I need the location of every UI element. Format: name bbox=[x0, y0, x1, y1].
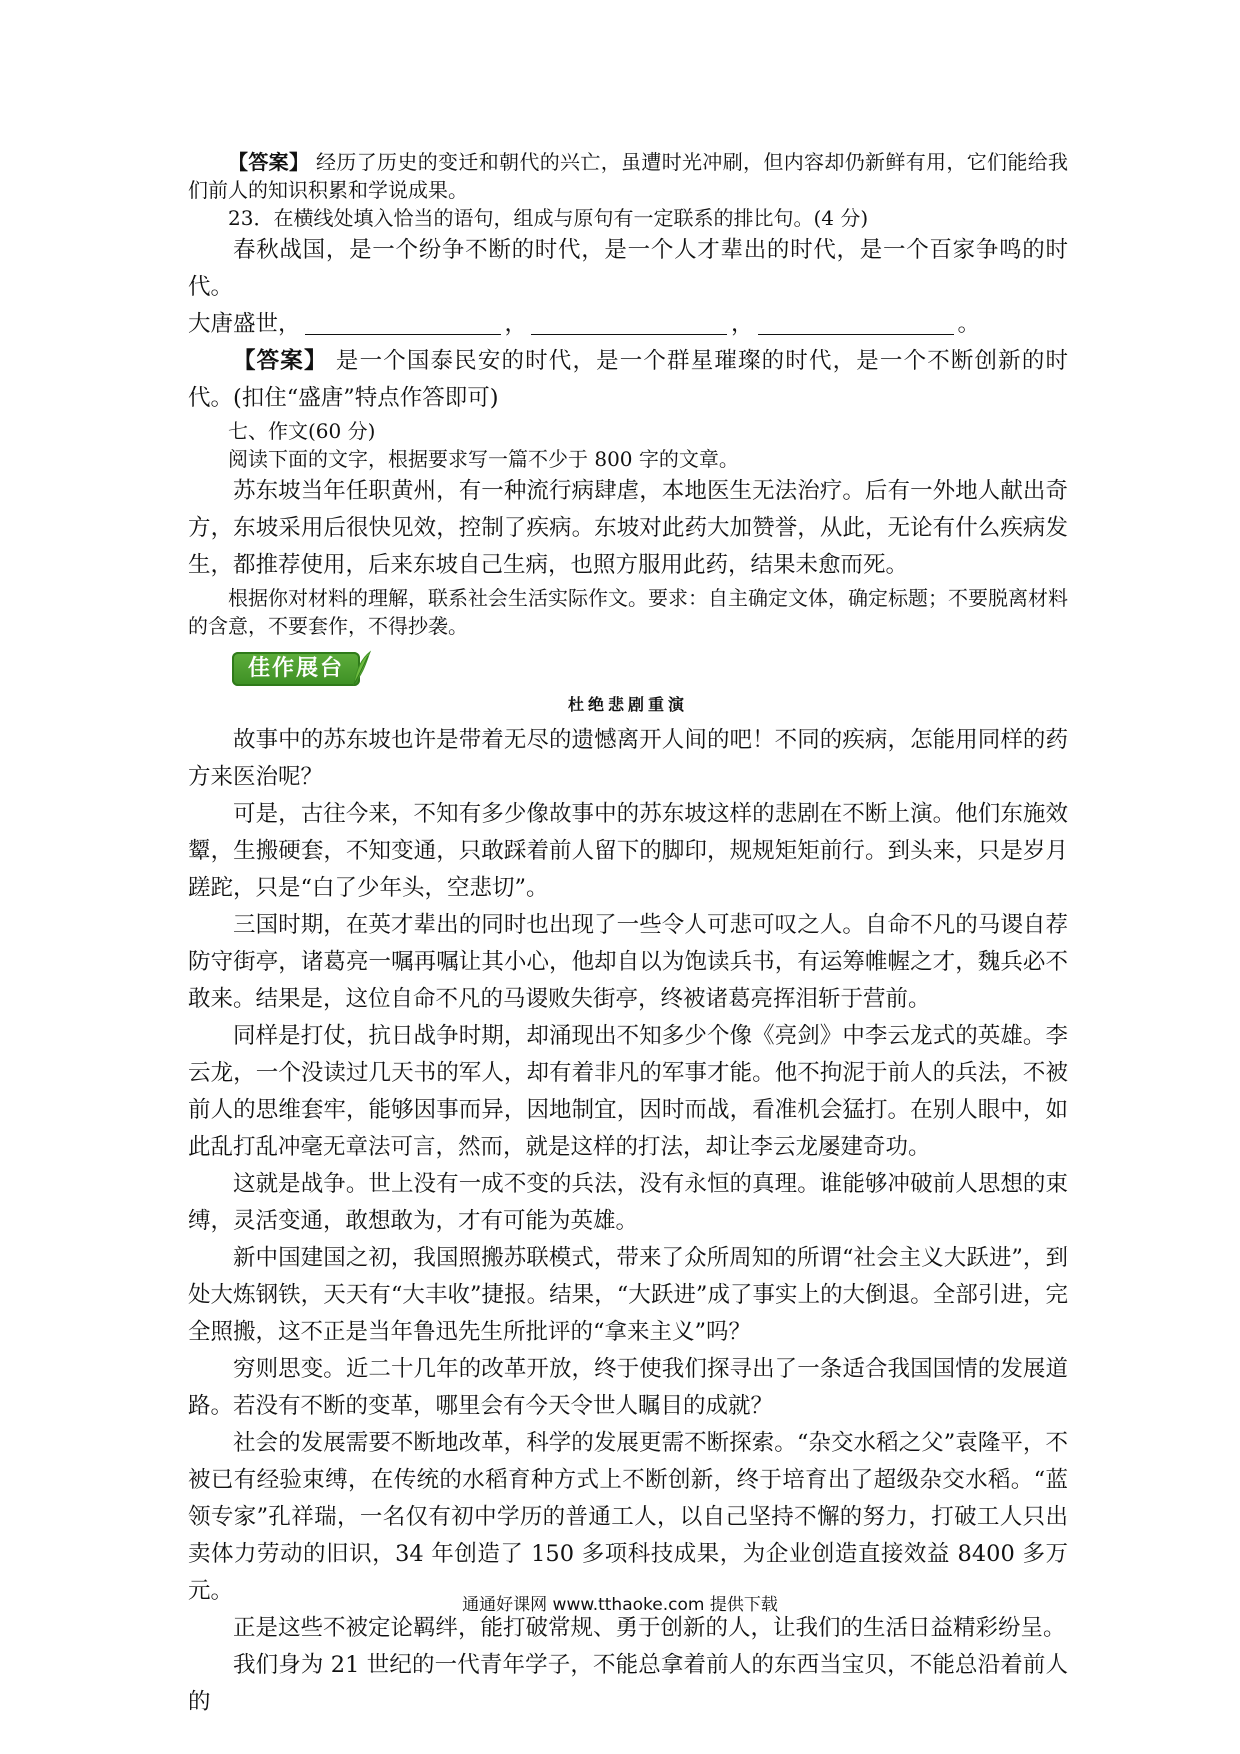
question-23: 23．在横线处填入恰当的语句，组成与原句有一定联系的排比句。(4 分) bbox=[228, 206, 869, 230]
essay-paragraph: 故事中的苏东坡也许是带着无尽的遗憾离开人间的吧！不同的疾病，怎能用同样的药方来医治呢？ bbox=[188, 727, 1068, 790]
essay-paragraph: 同样是打仗，抗日战争时期，却涌现出不知多少个像《亮剑》中李云龙式的英雄。李云龙，一个没读过几天书的军人，却有着非凡的军事才能。他不拘泥于前人的兵法，不被前人的思维套牢，能够因事而异，因地制宜，因时而战，看准机会猛打。在别人眼中，如此乱打乱冲毫无章法可言，然而，就是这样的打法，却让李云龙屡建奇功。 bbox=[188, 1023, 1068, 1160]
banner-label: 佳作展台 bbox=[247, 656, 344, 681]
essay-paragraph: 三国时期，在英才辈出的同时也出现了一些令人可悲可叹之人。自命不凡的马谡自荐防守街亭，诸葛亮一嘱再嘱让其小心，他却自以为饱读兵书，有运筹帷幄之才，魏兵必不敢来。结果是，这位自命不凡的马谡败失街亭，终被诸葛亮挥泪斩于营前。 bbox=[188, 912, 1068, 1012]
leaf-icon bbox=[350, 648, 372, 688]
section-heading-essay: 七、作文(60 分) bbox=[228, 419, 376, 443]
essay-title: 杜绝悲剧重演 bbox=[567, 695, 688, 714]
blank-1 bbox=[305, 312, 501, 335]
separator-1: ， bbox=[504, 311, 528, 337]
answer-text: 是一个国泰民安的时代，是一个群星璀璨的时代，是一个不断创新的时代。(扣住“盛唐”特点作答即可) bbox=[188, 348, 1068, 411]
essay-paragraph: 我们身为 21 世纪的一代青年学子，不能总拿着前人的东西当宝贝，不能总沿着前人的 bbox=[188, 1652, 1068, 1715]
answer-text: 经历了历史的变迁和朝代的兴亡，虽遭时光冲刷，但内容却仍新鲜有用，它们能给我们前人的知识积累和学说成果。 bbox=[188, 150, 1069, 202]
page-footer: 通通好课网 www.tthaoke.com 提供下载 bbox=[462, 1595, 778, 1615]
essay-instruction: 阅读下面的文字，根据要求写一篇不少于 800 字的文章。 bbox=[228, 447, 739, 471]
essay-body bbox=[188, 722, 1068, 1721]
blank-3 bbox=[758, 312, 954, 335]
fill-prefix: 大唐盛世， bbox=[188, 311, 301, 337]
answer-label: 【答案】 bbox=[228, 150, 310, 174]
essay-paragraph: 可是，古往今来，不知有多少像故事中的苏东坡这样的悲剧在不断上演。他们东施效颦，生搬硬套，不知变通，只敢踩着前人留下的脚印，规规矩矩前行。到头来，只是岁月蹉跎，只是“白了少年头，空悲切”。 bbox=[188, 801, 1068, 901]
answer-label: 【答案】 bbox=[233, 348, 328, 374]
blank-2 bbox=[531, 312, 727, 335]
page-content bbox=[188, 148, 1068, 1721]
essay-paragraph: 正是这些不被定论羁绊，能打破常规、勇于创新的人，让我们的生活日益精彩纷呈。 bbox=[233, 1615, 1066, 1641]
fill-blank-line bbox=[188, 306, 1068, 343]
original-sentence: 春秋战国，是一个纷争不断的时代，是一个人才辈出的时代，是一个百家争鸣的时代。 bbox=[188, 237, 1068, 300]
answer-paragraph-23 bbox=[188, 343, 1068, 417]
showcase-banner bbox=[232, 648, 372, 688]
separator-2: ， bbox=[731, 311, 754, 337]
essay-requirement: 根据你对材料的理解，联系社会生活实际作文。要求：自主确定文体，确定标题；不要脱离材料的含意，不要套作，不得抄袭。 bbox=[188, 586, 1068, 638]
essay-paragraph: 这就是战争。世上没有一成不变的兵法，没有永恒的真理。谁能够冲破前人思想的束缚，灵活变通，敢想敢为，才有可能为英雄。 bbox=[188, 1171, 1068, 1234]
sentence-end: 。 bbox=[957, 311, 981, 337]
essay-paragraph: 穷则思变。近二十几年的改革开放，终于使我们探寻出了一条适合我国国情的发展道路。若没有不断的变革，哪里会有今天令世人瞩目的成就？ bbox=[188, 1356, 1068, 1419]
essay-paragraph: 社会的发展需要不断地改革，科学的发展更需不断探索。“杂交水稻之父”袁隆平，不被已有经验束缚，在传统的水稻育种方式上不断创新，终于培育出了超级杂交水稻。“蓝领专家”孔祥瑞，一名仅有初中学历的普通工人，以自己坚持不懈的努力，打破工人只出卖体力劳动的旧识，34 年创造了 150 多项科技成果，为企业创造直接效益 8400 多万元。 bbox=[188, 1430, 1068, 1604]
essay-material: 苏东坡当年任职黄州，有一种流行病肆虐，本地医生无法治疗。后有一外地人献出奇方，东坡采用后很快见效，控制了疾病。东坡对此药大加赞誉，从此，无论有什么疾病发生，都推荐使用，后来东坡自己生病，也照方服用此药，结果未愈而死。 bbox=[188, 478, 1068, 578]
essay-paragraph: 新中国建国之初，我国照搬苏联模式，带来了众所周知的所谓“社会主义大跃进”，到处大炼钢铁，天天有“大丰收”捷报。结果，“大跃进”成了事实上的大倒退。全部引进，完全照搬，这不正是当年鲁迅先生所批评的“拿来主义”吗？ bbox=[188, 1245, 1068, 1345]
answer-paragraph-1 bbox=[188, 148, 1068, 204]
